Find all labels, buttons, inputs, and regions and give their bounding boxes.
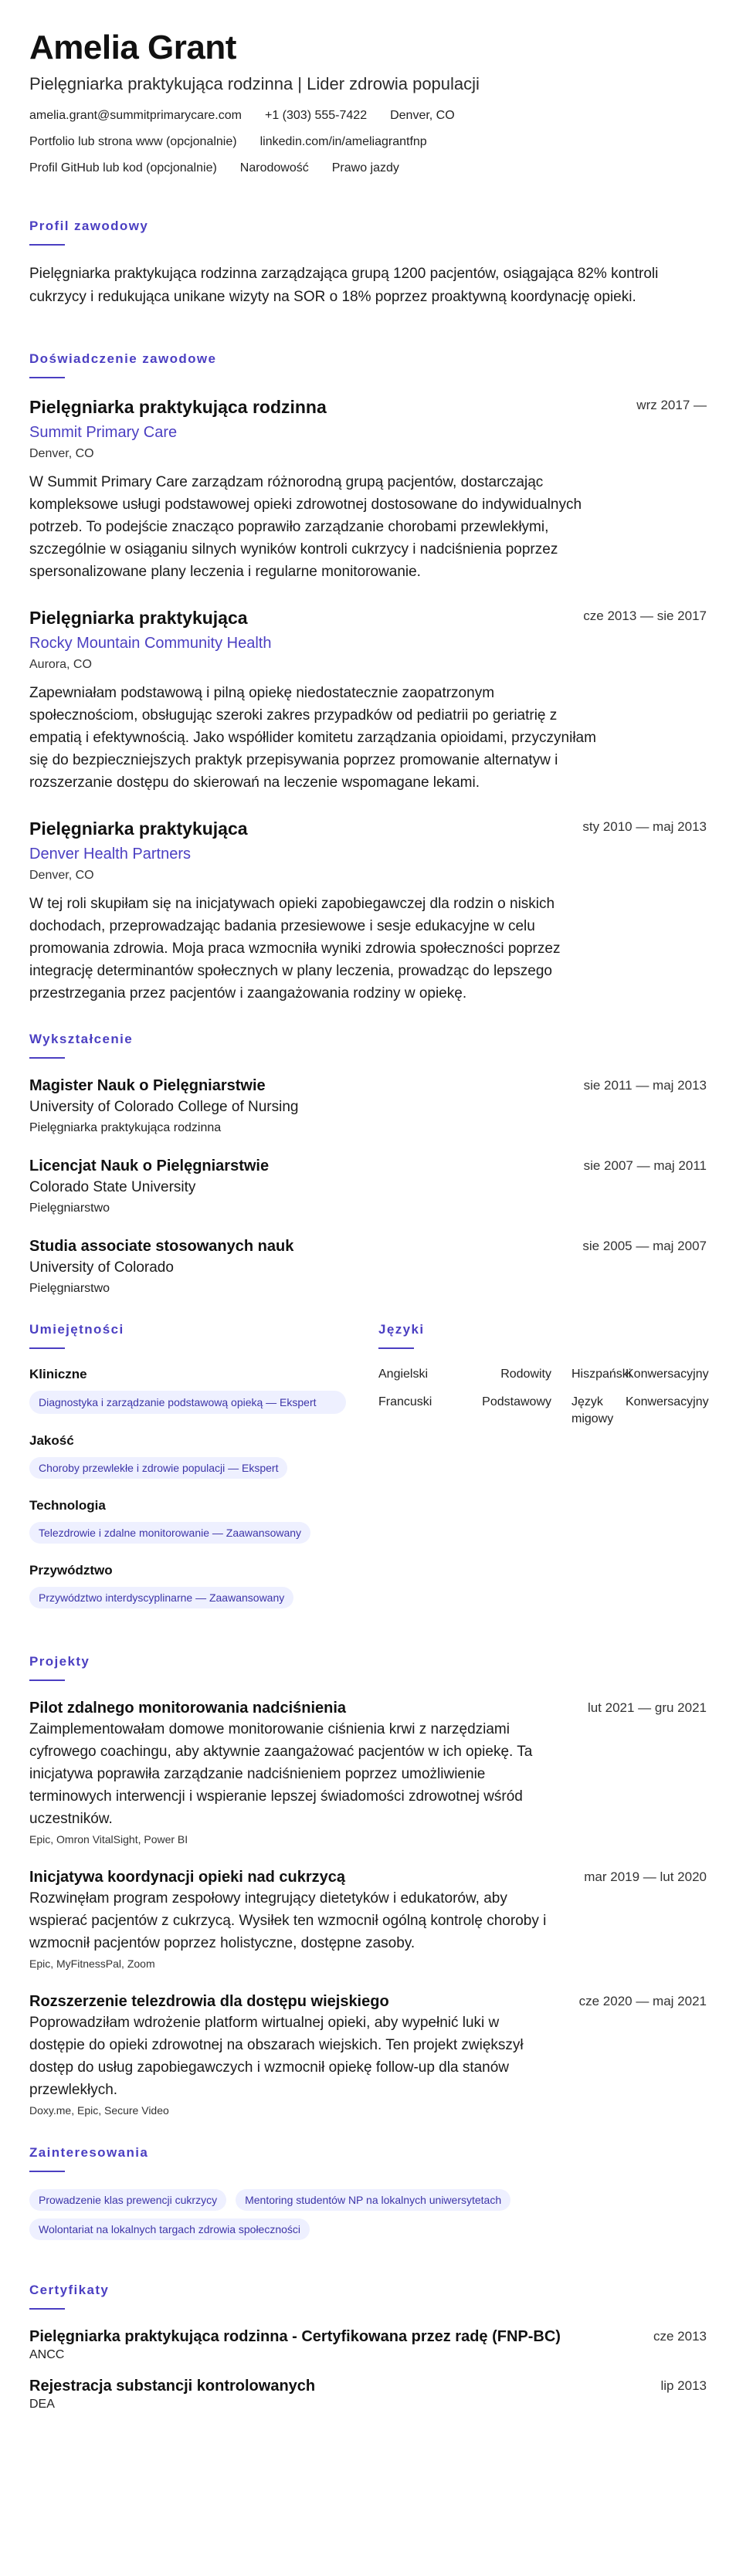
school-name: Colorado State University bbox=[29, 1179, 196, 1195]
job-date: cze 2013 — sie 2017 bbox=[583, 608, 707, 623]
section-divider bbox=[29, 1057, 65, 1059]
language-level: Podstawowy bbox=[482, 1395, 551, 1408]
section-title: Profil zawodowy bbox=[29, 219, 149, 233]
job-title: Pielęgniarka praktykująca bbox=[29, 608, 248, 628]
job-organization: Denver Health Partners bbox=[29, 846, 191, 863]
language-name: Hiszpański bbox=[572, 1368, 632, 1381]
project-tech: Epic, MyFitnessPal, Zoom bbox=[29, 1957, 155, 1970]
education-date: sie 2005 — maj 2007 bbox=[582, 1239, 707, 1253]
job-entry bbox=[29, 395, 707, 583]
interests-section bbox=[29, 2144, 707, 2248]
linkedin-link[interactable]: linkedin.com/in/ameliagrantfnp bbox=[259, 135, 427, 148]
projects-section bbox=[29, 1653, 707, 2118]
skill-tag: Diagnostyka i zarządzanie podstawową opieką — Ekspert bbox=[29, 1391, 346, 1414]
project-date: mar 2019 — lut 2020 bbox=[584, 1869, 707, 1884]
skill-group bbox=[29, 1432, 346, 1479]
skill-category: Technologia bbox=[29, 1498, 106, 1513]
school-name: University of Colorado bbox=[29, 1259, 174, 1276]
project-title: Inicjatywa koordynacji opieki nad cukrzycą bbox=[29, 1869, 346, 1886]
section-divider bbox=[29, 377, 65, 378]
project-entry bbox=[29, 1867, 707, 1971]
job-description: W tej roli skupiłam się na inicjatywach opieki zapobiegawczej dla rodzin o niskich dochodach, przeprowadzając badania przesiewowe i sesje edukacyjne w celu promowania zdrowia. Moja praca wzmocniła wyniki zdrowia społeczności poprzez integrację determinantów społecznych w plany leczenia, prowadząc do lepszego przestrzegania przez pacjentów i zaangażowania rodziny w opiekę. bbox=[29, 896, 561, 1002]
degree-title: Licencjat Nauk o Pielęgniarstwie bbox=[29, 1158, 270, 1174]
job-title: Pielęgniarka praktykująca rodzinna bbox=[29, 397, 327, 417]
extra-row bbox=[29, 161, 707, 176]
education-section bbox=[29, 1031, 707, 1298]
field-of-study: Pielęgniarka praktykująca rodzinna bbox=[29, 1121, 222, 1134]
contact-row bbox=[29, 108, 707, 124]
skill-tag: Przywództwo interdyscyplinarne — Zaawansowany bbox=[29, 1587, 293, 1608]
language-row bbox=[378, 1394, 707, 1428]
summary-section bbox=[29, 218, 707, 309]
certification-date: lip 2013 bbox=[660, 2378, 707, 2393]
phone-link[interactable]: +1 (303) 555-7422 bbox=[264, 109, 368, 122]
job-date: wrz 2017 — bbox=[636, 398, 707, 412]
skill-group bbox=[29, 1366, 346, 1414]
job-organization: Summit Primary Care bbox=[29, 424, 178, 441]
language-level: Konwersacyjny bbox=[626, 1368, 709, 1381]
section-divider bbox=[29, 2308, 65, 2310]
field-of-study: Pielęgniarstwo bbox=[29, 1282, 110, 1295]
certification-issuer: ANCC bbox=[29, 2348, 65, 2361]
skill-tag: Telezdrowie i zdalne monitorowanie — Zaawansowany bbox=[29, 1522, 310, 1544]
education-entry bbox=[29, 1076, 707, 1137]
section-divider bbox=[29, 2171, 65, 2172]
section-title: Certyfikaty bbox=[29, 2283, 110, 2297]
skill-tag: Choroby przewlekłe i zdrowie populacji — Ekspert bbox=[29, 1457, 287, 1479]
links-row bbox=[29, 134, 707, 150]
project-description: Poprowadziłam wdrożenie platform wirtualnej opieki, aby wypełnić luki w dostępie do opieki zdrowotnej na obszarach wiejskich. Ten projekt zwiększył dostęp do usług zapobiegawczych i wzmocnił opiekę follow-up dla stanów przewlekłych. bbox=[29, 2015, 524, 2098]
interest-tag: Wolontariat na lokalnych targach zdrowia społeczności bbox=[29, 2218, 310, 2240]
resume-header bbox=[29, 28, 707, 176]
language-level: Rodowity bbox=[500, 1368, 551, 1381]
job-description: W Summit Primary Care zarządzam różnorodną grupą pacjentów, dostarczając kompleksowe usługi podstawowej opieki zdrowotnej dostosowane do indywidualnych potrzeb. To podejście znacząco poprawiło zarządzanie chorobami przewlekłymi, szczególnie w osiąganiu silnych wyników kontroli cukrzycy i nadciśnienia poprzez spersonalizowane plany leczenia i regularne monitorowanie. bbox=[29, 474, 582, 580]
certification-entry bbox=[29, 2376, 707, 2413]
certification-title: Rejestracja substancji kontrolowanych bbox=[29, 2378, 316, 2395]
certifications-section bbox=[29, 2282, 707, 2413]
section-title: Języki bbox=[378, 1322, 425, 1337]
certification-entry bbox=[29, 2327, 707, 2364]
section-divider bbox=[378, 1347, 414, 1349]
nationality-text: Narodowość bbox=[239, 161, 309, 175]
job-location: Denver, CO bbox=[29, 447, 94, 460]
job-location: Aurora, CO bbox=[29, 658, 92, 671]
license-text: Prawo jazdy bbox=[331, 161, 399, 175]
github-link[interactable]: Profil GitHub lub kod (opcjonalnie) bbox=[29, 161, 217, 175]
skill-group bbox=[29, 1562, 346, 1608]
portfolio-link[interactable]: Portfolio lub strona www (opcjonalnie) bbox=[29, 135, 237, 148]
education-entry bbox=[29, 1156, 707, 1218]
email-link[interactable]: amelia.grant@summitprimarycare.com bbox=[29, 109, 242, 122]
experience-section bbox=[29, 351, 707, 1005]
education-date: sie 2011 — maj 2013 bbox=[583, 1078, 707, 1093]
skills-languages-row bbox=[29, 1321, 707, 1627]
language-name: Francuski bbox=[378, 1395, 432, 1408]
skills-section bbox=[29, 1321, 346, 1627]
job-entry bbox=[29, 817, 707, 1005]
certification-title: Pielęgniarka praktykująca rodzinna - Certyfikowana przez radę (FNP-BC) bbox=[29, 2328, 561, 2345]
section-title: Projekty bbox=[29, 1654, 90, 1669]
languages-section bbox=[378, 1321, 707, 1627]
job-date: sty 2010 — maj 2013 bbox=[582, 819, 707, 834]
interests-list bbox=[29, 2189, 707, 2248]
project-entry bbox=[29, 1698, 707, 1847]
skill-category: Jakość bbox=[29, 1433, 74, 1448]
section-divider bbox=[29, 1679, 65, 1681]
candidate-name: Amelia Grant bbox=[29, 29, 236, 66]
school-name: University of Colorado College of Nursing bbox=[29, 1099, 299, 1115]
project-description: Rozwinęłam program zespołowy integrujący dietetyków i edukatorów, aby wspierać pacjentów z cukrzycą. Wysiłek ten wzmocnił ogólną kontrolę choroby i wzmocnił pacjentów poprzez holistyczne, dostępne zasoby. bbox=[29, 1890, 547, 1951]
certification-date: cze 2013 bbox=[653, 2329, 707, 2344]
project-title: Rozszerzenie telezdrowia dla dostępu wiejskiego bbox=[29, 1993, 389, 2010]
project-tech: Doxy.me, Epic, Secure Video bbox=[29, 2104, 169, 2117]
education-entry bbox=[29, 1236, 707, 1298]
location-text: Denver, CO bbox=[390, 109, 455, 122]
project-date: lut 2021 — gru 2021 bbox=[587, 1700, 707, 1715]
summary-text: Pielęgniarka praktykująca rodzinna zarządzająca grupą 1200 pacjentów, osiągająca 82% kontroli cukrzycy i redukująca unikane wizyty na SOR o 18% poprzez proaktywną koordynację opieki. bbox=[29, 266, 659, 305]
candidate-tagline: Pielęgniarka praktykująca rodzinna | Lider zdrowia populacji bbox=[29, 74, 480, 93]
interest-tag: Prowadzenie klas prewencji cukrzycy bbox=[29, 2189, 226, 2211]
skill-category: Przywództwo bbox=[29, 1563, 113, 1578]
project-title: Pilot zdalnego monitorowania nadciśnienia bbox=[29, 1700, 347, 1717]
section-title: Zainteresowania bbox=[29, 2145, 149, 2160]
skill-group bbox=[29, 1497, 346, 1544]
language-name: Angielski bbox=[378, 1368, 429, 1381]
degree-title: Studia associate stosowanych nauk bbox=[29, 1238, 294, 1255]
language-level: Konwersacyjny bbox=[626, 1395, 709, 1408]
section-title: Wykształcenie bbox=[29, 1032, 134, 1046]
job-title: Pielęgniarka praktykująca bbox=[29, 819, 248, 839]
project-date: cze 2020 — maj 2021 bbox=[578, 1994, 707, 2008]
education-date: sie 2007 — maj 2011 bbox=[583, 1158, 707, 1173]
section-title: Doświadczenie zawodowe bbox=[29, 351, 217, 366]
section-divider bbox=[29, 244, 65, 246]
interest-tag: Mentoring studentów NP na lokalnych uniwersytetach bbox=[236, 2189, 510, 2211]
language-row bbox=[378, 1366, 707, 1383]
certification-issuer: DEA bbox=[29, 2398, 55, 2411]
job-location: Denver, CO bbox=[29, 869, 94, 882]
job-organization: Rocky Mountain Community Health bbox=[29, 635, 272, 652]
skill-category: Kliniczne bbox=[29, 1367, 87, 1381]
section-title: Umiejętności bbox=[29, 1322, 124, 1337]
project-description: Zaimplementowałam domowe monitorowanie ciśnienia krwi z narzędziami cyfrowego coachingu, aby aktywnie zaangażować pacjentów w ich opiekę. Ta inicjatywa poprawiła zarządzanie nadciśnieniem poprzez umożliwienie terminowych interwencji i wspieranie lepszej świadomości zdrowotnej wśród uczestników. bbox=[29, 1721, 533, 1827]
project-tech: Epic, Omron VitalSight, Power BI bbox=[29, 1833, 188, 1846]
section-divider bbox=[29, 1347, 65, 1349]
degree-title: Magister Nauk o Pielęgniarstwie bbox=[29, 1077, 266, 1094]
job-description: Zapewniałam podstawową i pilną opiekę niedostatecznie zaopatrzonym społecznościom, obsługując szeroki zakres przypadków od pediatrii po geriatrię z empatią i efektywnością. Jako współlider komitetu zarządzania opioidami, przyczyniłam się do bezpieczniejszych praktyk przepisywania poprzez promowanie alternatyw i rozszerzanie dostępu do skierowań na leczenie wspomagane lekami. bbox=[29, 685, 596, 791]
language-name: Język migowy bbox=[572, 1395, 614, 1425]
field-of-study: Pielęgniarstwo bbox=[29, 1202, 110, 1215]
project-entry bbox=[29, 1991, 707, 2118]
job-entry bbox=[29, 606, 707, 794]
